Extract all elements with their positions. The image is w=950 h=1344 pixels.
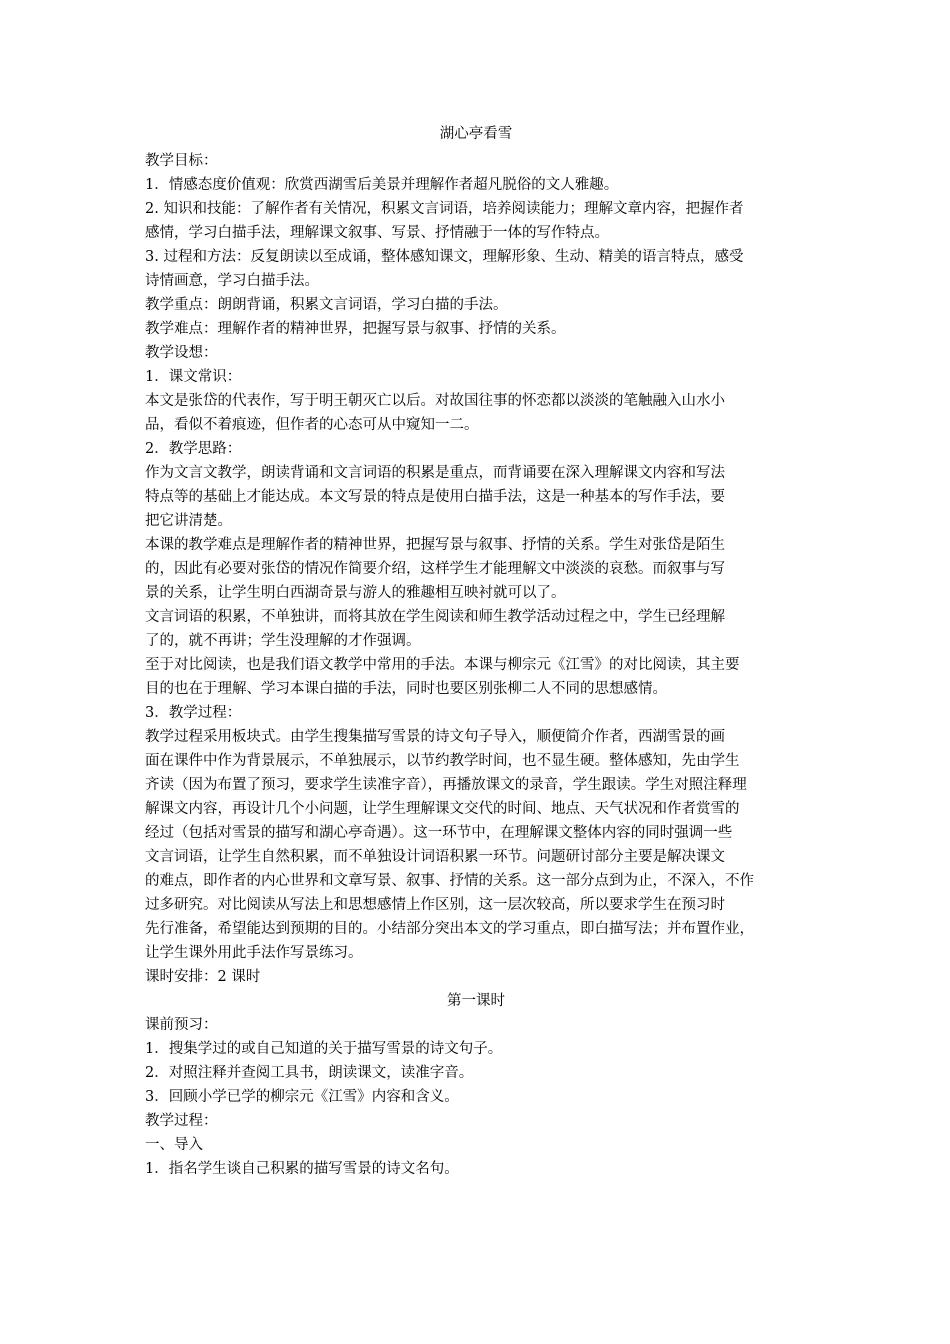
- text-line: 的，因此有必要对张岱的情况作简要介绍，这样学生才能理解文中淡淡的哀愁。而叙事与写: [145, 561, 725, 577]
- text-line: 至于对比阅读，也是我们语文教学中常用的手法。本课与柳宗元《江雪》的对比阅读，其主要: [145, 657, 740, 673]
- text-line: 一、导入: [145, 1137, 203, 1153]
- text-line: 2．教学思路：: [145, 441, 242, 457]
- text-line: 解课文内容，再设计几个小问题，让学生理解课文交代的时间、地点、天气状况和作者赏雪的: [145, 801, 740, 817]
- text-line: 本文是张岱的代表作，写于明王朝灭亡以后。对故国往事的怀恋都以淡淡的笔触融入山水小: [145, 393, 725, 409]
- text-line: 感情，学习白描手法，理解课文叙事、写景、抒情融于一体的写作特点。: [145, 225, 609, 241]
- text-line: 教学难点：理解作者的精神世界，把握写景与叙事、抒情的关系。: [145, 321, 566, 337]
- text-line: 教学设想：: [145, 345, 218, 361]
- text-line: 景的关系，让学生明白西湖奇景与游人的雅趣相互映衬就可以了。: [145, 585, 566, 601]
- document-body-continued: [145, 1013, 807, 1181]
- text-line: 课时安排：2 课时: [145, 969, 261, 985]
- document-page: [145, 122, 807, 1181]
- text-line: 文言词语，让学生自然积累，而不单独设计词语积累一环节。问题研讨部分主要是解决课文: [145, 849, 725, 865]
- text-line: 把它讲清楚。: [145, 513, 232, 529]
- text-line: 3．回顾小学已学的柳宗元《江雪》内容和含义。: [145, 1089, 459, 1105]
- text-line: 目的也在于理解、学习本课白描的手法，同时也要区别张柳二人不同的思想感情。: [145, 681, 667, 697]
- text-line: 1．情感态度价值观：欣赏西湖雪后美景并理解作者超凡脱俗的文人雅趣。: [145, 177, 619, 193]
- document-body: [145, 149, 807, 989]
- text-line: 教学过程采用板块式。由学生搜集描写雪景的诗文句子导入，顺便简介作者，西湖雪景的画: [145, 729, 725, 745]
- text-line: 的难点，即作者的内心世界和文章写景、叙事、抒情的关系。这一部分点到为止，不深入，不作: [145, 873, 754, 889]
- text-line: 面在课件中作为背景展示，不单独展示，以节约教学时间，也不显生硬。整体感知，先由学生: [145, 753, 740, 769]
- text-line: 了的，就不再讲；学生没理解的才作强调。: [145, 633, 421, 649]
- text-line: 经过（包括对雪景的描写和湖心亭奇遇）。这一环节中，在理解课文整体内容的同时强调一些: [145, 825, 733, 841]
- text-line: 让学生课外用此手法作写景练习。: [145, 945, 363, 961]
- text-line: 教学过程：: [145, 1113, 218, 1129]
- text-line: 诗情画意，学习白描手法。: [145, 273, 319, 289]
- text-line: 课前预习：: [145, 1017, 218, 1033]
- text-line: 3．教学过程：: [145, 705, 242, 721]
- text-line: 3. 过程和方法：反复朗读以至成诵，整体感知课文，理解形象、生动、精美的语言特点，感受: [145, 249, 744, 265]
- text-line: 教学重点：朗朗背诵，积累文言词语，学习白描的手法。: [145, 297, 508, 313]
- text-line: 特点等的基础上才能达成。本文写景的特点是使用白描手法，这是一种基本的写作手法，要: [145, 489, 725, 505]
- text-line: 品，看似不着痕迹，但作者的心态可从中窥知一二。: [145, 417, 479, 433]
- text-line: 1．课文常识：: [145, 369, 242, 385]
- text-line: 文言词语的积累，不单独讲，而将其放在学生阅读和师生教学活动过程之中，学生已经理解: [145, 609, 725, 625]
- document-title: 湖心亭看雪: [439, 126, 513, 142]
- text-line: 1．指名学生谈自己积累的描写雪景的诗文名句。: [145, 1161, 459, 1177]
- text-line: 本课的教学难点是理解作者的精神世界，把握写景与叙事、抒情的关系。学生对张岱是陌生: [145, 537, 725, 553]
- text-line: 1．搜集学过的或自己知道的关于描写雪景的诗文句子。: [145, 1041, 503, 1057]
- text-line: 过多研究。对比阅读从写法上和思想感情上作区别，这一层次较高，所以要求学生在预习时: [145, 897, 725, 913]
- text-line: 2. 知识和技能：了解作者有关情况，积累文言词语，培养阅读能力；理解文章内容，把握作者: [145, 201, 744, 217]
- text-line: 作为文言文教学，朗读背诵和文言词语的积累是重点，而背诵要在深入理解课文内容和写法: [145, 465, 725, 481]
- text-line: 2．对照注释并查阅工具书，朗读课文，读准字音。: [145, 1065, 474, 1081]
- section-heading: 第一课时: [447, 993, 505, 1009]
- text-line: 教学目标：: [145, 153, 218, 169]
- text-line: 先行准备，希望能达到预期的目的。小结部分突出本文的学习重点，即白描写法；并布置作业，: [145, 921, 754, 937]
- text-line: 齐读（因为布置了预习，要求学生读准字音），再播放课文的录音，学生跟读。学生对照注释理: [145, 777, 747, 793]
